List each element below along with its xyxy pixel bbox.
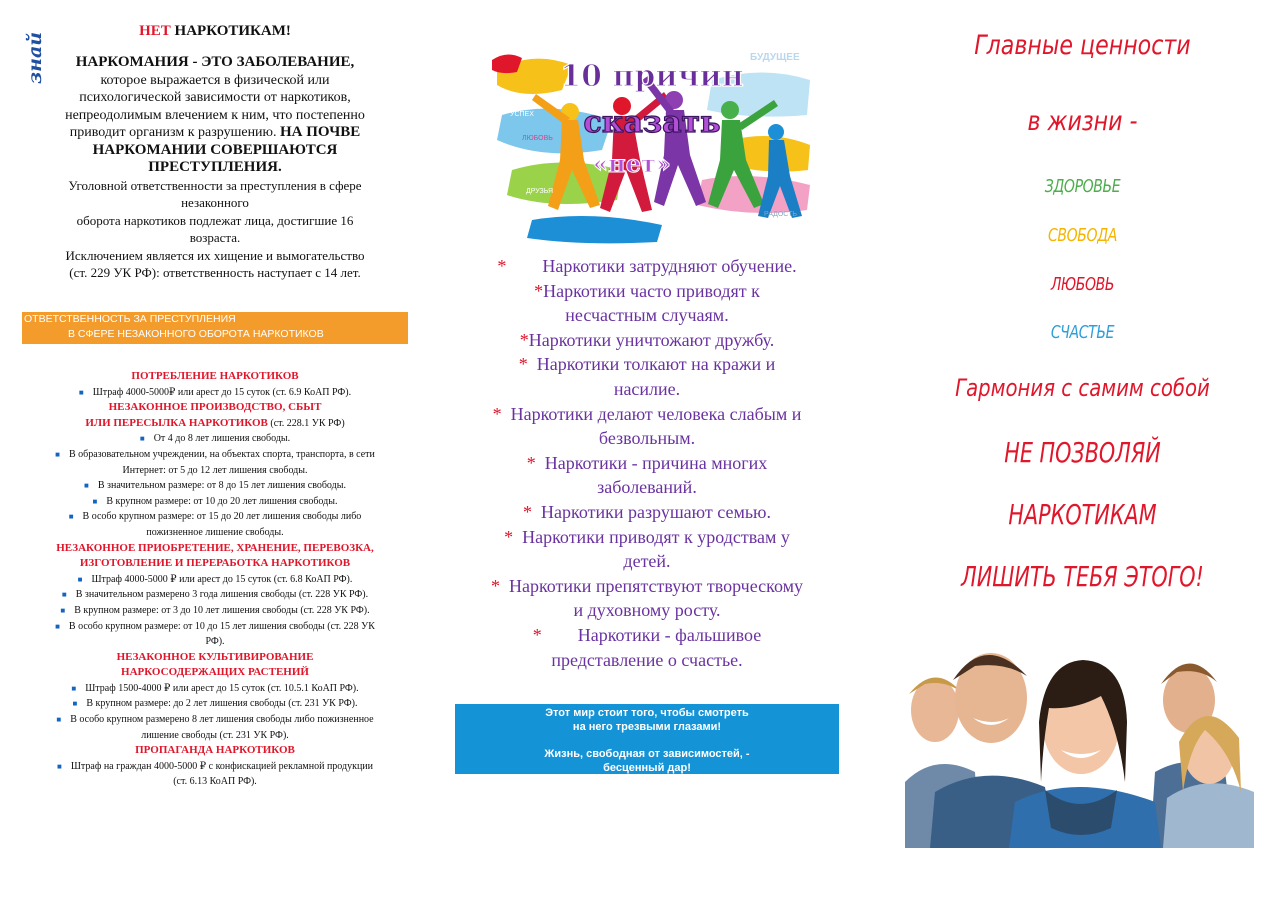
list-item — [22, 696, 408, 712]
reason-text: Наркотики делают человека слабым и — [510, 403, 802, 424]
reason-item — [455, 328, 839, 353]
item-text: Штраф на граждан 4000-5000 ₽ с конфискацией рекламной продукции — [70, 760, 374, 772]
list-item — [22, 494, 408, 510]
item-text: лишение свободы (ст. 231 УК РФ). — [141, 729, 289, 741]
intro-bold-line: ПРЕСТУПЛЕНИЯ. — [148, 159, 282, 175]
asterisk-icon: * — [490, 575, 509, 596]
bullet-icon: ■ — [56, 715, 62, 725]
title-rest: НАРКОТИКАМ! — [170, 23, 291, 39]
section-ref: (ст. 228.1 УК РФ) — [267, 417, 345, 429]
reason-text: детей. — [623, 551, 671, 572]
hero-word: БУДУЩЕЕ — [750, 52, 800, 63]
bullet-icon: ■ — [61, 590, 67, 600]
motto-line: Жизнь, свободная от зависимостей, - — [544, 748, 750, 760]
intro-line: непреодолимым влечением к ним, что постепенно — [65, 107, 365, 123]
reason-item — [455, 254, 839, 279]
intro-line: возраста. — [189, 230, 241, 245]
hero-title-line3: «нет» — [593, 149, 671, 178]
asterisk-icon: * — [519, 329, 529, 350]
motto-line: Этот мир стоит того, чтобы смотреть — [545, 707, 749, 719]
asterisk-icon: * — [523, 501, 541, 522]
slogan-line: ЛИШИТЬ ТЕБЯ ЭТОГО! — [961, 560, 1204, 593]
slogan-line: НАРКОТИКАМ — [1008, 498, 1157, 531]
banner-line: ОТВЕТСТВЕННОСТЬ ЗА ПРЕСТУПЛЕНИЯ — [24, 313, 236, 325]
right-panel — [890, 18, 1275, 848]
intro-line: Уголовной ответственности за преступления в сфере — [68, 177, 362, 193]
item-text: В крупном размере: от 3 до 10 лет лишения свободы (ст. 228 УК РФ). — [74, 604, 370, 616]
values-title: Главные ценности — [974, 30, 1191, 61]
item-text: В крупном размере: до 2 лет лишения свободы (ст. 231 УК РФ). — [86, 698, 358, 710]
item-text: В крупном размере: от 10 до 20 лет лишения свободы. — [106, 495, 338, 507]
intro-line: психологической зависимости от наркотиков, — [79, 90, 351, 105]
section-heading: ИЛИ ПЕРЕСЫЛКА НАРКОТИКОВ — [85, 416, 268, 429]
values-subtitle: в жизни - — [1027, 106, 1138, 137]
bullet-icon: ■ — [72, 699, 78, 709]
reason-text: насилие. — [613, 378, 681, 399]
hero-title-line2: сказать — [583, 105, 721, 140]
intro-text — [22, 54, 408, 282]
bullet-icon: ■ — [139, 434, 145, 444]
item-text: В значительном размерено 3 года лишения свободы (ст. 228 УК РФ). — [75, 589, 369, 601]
reason-item — [455, 525, 839, 574]
reason-text: Наркотики затрудняют обучение. — [542, 256, 797, 276]
harmony-text: Гармония с самим собой — [955, 374, 1210, 402]
bullet-icon: ■ — [55, 449, 60, 459]
list-item — [22, 478, 408, 494]
reason-item — [455, 451, 839, 500]
bullet-icon: ■ — [56, 761, 62, 771]
intro-line: приводит организм к разрушению. — [69, 125, 281, 140]
bullet-icon: ■ — [92, 496, 98, 506]
intro-bold: НАРКОМАНИЯ - ЭТО ЗАБОЛЕВАНИЕ, — [75, 54, 355, 70]
responsibility-banner — [22, 312, 408, 344]
slogan-line: НЕ ПОЗВОЛЯЙ — [1004, 436, 1161, 469]
reason-text: несчастным случаям. — [565, 305, 729, 326]
intro-line: (ст. 229 УК РФ): ответственность наступает с 14 лет. — [69, 265, 361, 280]
list-item — [22, 759, 408, 790]
reason-text: заболеваний. — [597, 477, 697, 498]
list-item — [22, 572, 408, 588]
logo-text: знай — [24, 31, 46, 84]
list-item — [22, 385, 408, 401]
penalties-list — [22, 369, 408, 790]
reason-text: Наркотики уничтожают дружбу. — [528, 329, 775, 350]
reason-item — [455, 574, 839, 623]
item-text: В образовательном учреждении, на объектах спорта, транспорта, в сети — [68, 448, 375, 460]
section-heading: ИЗГОТОВЛЕНИЕ И ПЕРЕРАБОТКА НАРКОТИКОВ — [79, 557, 351, 570]
item-text: В особо крупном размере: от 15 до 20 лет лишения свободы либо — [82, 511, 362, 523]
list-item — [22, 431, 408, 447]
value-health: ЗДОРОВЬЕ — [1044, 176, 1121, 197]
item-text: Штраф 1500-4000 ₽ или арест до 15 суток (ст. 10.5.1 КоАП РФ). — [85, 682, 359, 694]
list-item — [22, 603, 408, 619]
section-heading: ПОТРЕБЛЕНИЕ НАРКОТИКОВ — [131, 370, 299, 382]
reason-text: Наркотики препятствуют творческому — [508, 575, 804, 596]
left-title — [22, 22, 408, 40]
bullet-icon: ■ — [71, 683, 77, 693]
reason-text: безвольным. — [598, 428, 696, 449]
list-item — [22, 712, 408, 743]
bullet-icon: ■ — [68, 512, 74, 522]
reason-item — [455, 352, 839, 401]
hero-word: ДРУЗЬЯ — [526, 188, 554, 195]
item-text: Штраф 4000-5000₽ или арест до 15 суток (ст. 6.9 КоАП РФ). — [92, 386, 352, 398]
item-text: В особо крупном размере: от 10 до 15 лет лишения свободы (ст. 228 УК — [68, 620, 375, 632]
item-text: Интернет: от 5 до 12 лет лишения свободы. — [122, 464, 308, 476]
intro-line: которое выражается в физической или — [100, 72, 330, 88]
motto-line: бесценный дар! — [603, 762, 691, 774]
value-happiness: СЧАСТЬЕ — [1050, 322, 1115, 343]
section-heading: НЕЗАКОННОЕ ПРИОБРЕТЕНИЕ, ХРАНЕНИЕ, ПЕРЕВОЗКА, — [56, 541, 374, 554]
bullet-icon: ■ — [77, 574, 83, 584]
section-heading: ПРОПАГАНДА НАРКОТИКОВ — [135, 744, 295, 757]
hero-title-line1: 10 причин — [560, 59, 744, 94]
item-text: От 4 до 8 лет лишения свободы. — [153, 433, 291, 445]
asterisk-icon: * — [534, 280, 544, 301]
hero-word: ЛЮБОВЬ — [522, 135, 553, 142]
reasons-list — [455, 254, 839, 672]
asterisk-icon: * — [504, 526, 523, 547]
reason-text: Наркотики - причина многих — [544, 452, 768, 473]
asterisk-icon: * — [532, 624, 578, 645]
reason-text: Наркотики - фальшивое — [577, 624, 762, 645]
item-text: РФ). — [205, 636, 225, 648]
reason-item — [455, 500, 839, 525]
reason-item — [455, 279, 839, 328]
bullet-icon: ■ — [60, 605, 66, 615]
intro-line: оборота наркотиков подлежат лица, достигшие 16 — [76, 212, 354, 228]
title-red: НЕТ — [139, 23, 171, 39]
item-text: Штраф 4000-5000 ₽ или арест до 15 суток (ст. 6.8 КоАП РФ). — [91, 573, 353, 585]
bullet-icon: ■ — [78, 387, 84, 397]
banner-line: В СФЕРЕ НЕЗАКОННОГО ОБОРОТА НАРКОТИКОВ — [68, 328, 324, 340]
reason-text: Наркотики приводят к уродствам у — [522, 526, 790, 547]
list-item — [22, 447, 408, 478]
asterisk-icon: * — [526, 452, 545, 473]
reason-text: Наркотики толкают на кражи и — [536, 354, 776, 375]
list-item — [22, 681, 408, 697]
list-item — [22, 619, 408, 650]
reason-text: Наркотики часто приводят к — [543, 280, 760, 301]
reason-text: Наркотики разрушают семью. — [541, 501, 771, 522]
teenagers-photo — [905, 622, 1254, 848]
item-text: В значительном размере: от 8 до 15 лет лишения свободы. — [97, 480, 346, 492]
list-item — [22, 587, 408, 603]
section-heading: НЕЗАКОННОЕ ПРОИЗВОДСТВО, СБЫТ — [108, 401, 322, 414]
item-text: (ст. 6.13 КоАП РФ). — [173, 776, 257, 788]
asterisk-icon: * — [497, 256, 543, 276]
bullet-icon: ■ — [84, 481, 89, 491]
reason-item — [455, 402, 839, 451]
motto-line: на него трезвыми глазами! — [572, 721, 722, 733]
intro-line: Исключением является их хищение и вымогательство — [65, 247, 365, 263]
section-heading: НАРКОСОДЕРЖАЩИХ РАСТЕНИЙ — [121, 666, 309, 679]
intro-bold-inline: НА ПОЧВЕ — [280, 124, 361, 140]
motto-box — [455, 704, 839, 774]
reason-text: и духовному росту. — [573, 600, 721, 621]
reason-text: представление о счастье. — [551, 649, 743, 670]
intro-line: незаконного — [181, 195, 249, 210]
value-love: ЛЮБОВЬ — [1050, 274, 1115, 295]
item-text: В особо крупном размерено 8 лет лишения свободы либо пожизненное — [70, 714, 374, 726]
asterisk-icon: * — [492, 403, 511, 424]
bullet-icon: ■ — [55, 621, 60, 631]
item-text: пожизненное лишение свободы. — [146, 526, 284, 538]
asterisk-icon: * — [518, 354, 537, 375]
hero-word: УСПЕХ — [510, 111, 534, 118]
value-freedom: СВОБОДА — [1047, 225, 1118, 246]
section-heading: НЕЗАКОННОЕ КУЛЬТИВИРОВАНИЕ — [116, 650, 314, 663]
list-item — [22, 509, 408, 540]
hero-word: РАДОСТЬ — [764, 211, 797, 218]
reason-item — [455, 623, 839, 672]
hero-illustration — [492, 20, 813, 244]
intro-bold-line: НАРКОМАНИИ СОВЕРШАЮТСЯ — [92, 141, 338, 158]
middle-panel — [455, 18, 839, 778]
left-panel — [22, 18, 408, 838]
